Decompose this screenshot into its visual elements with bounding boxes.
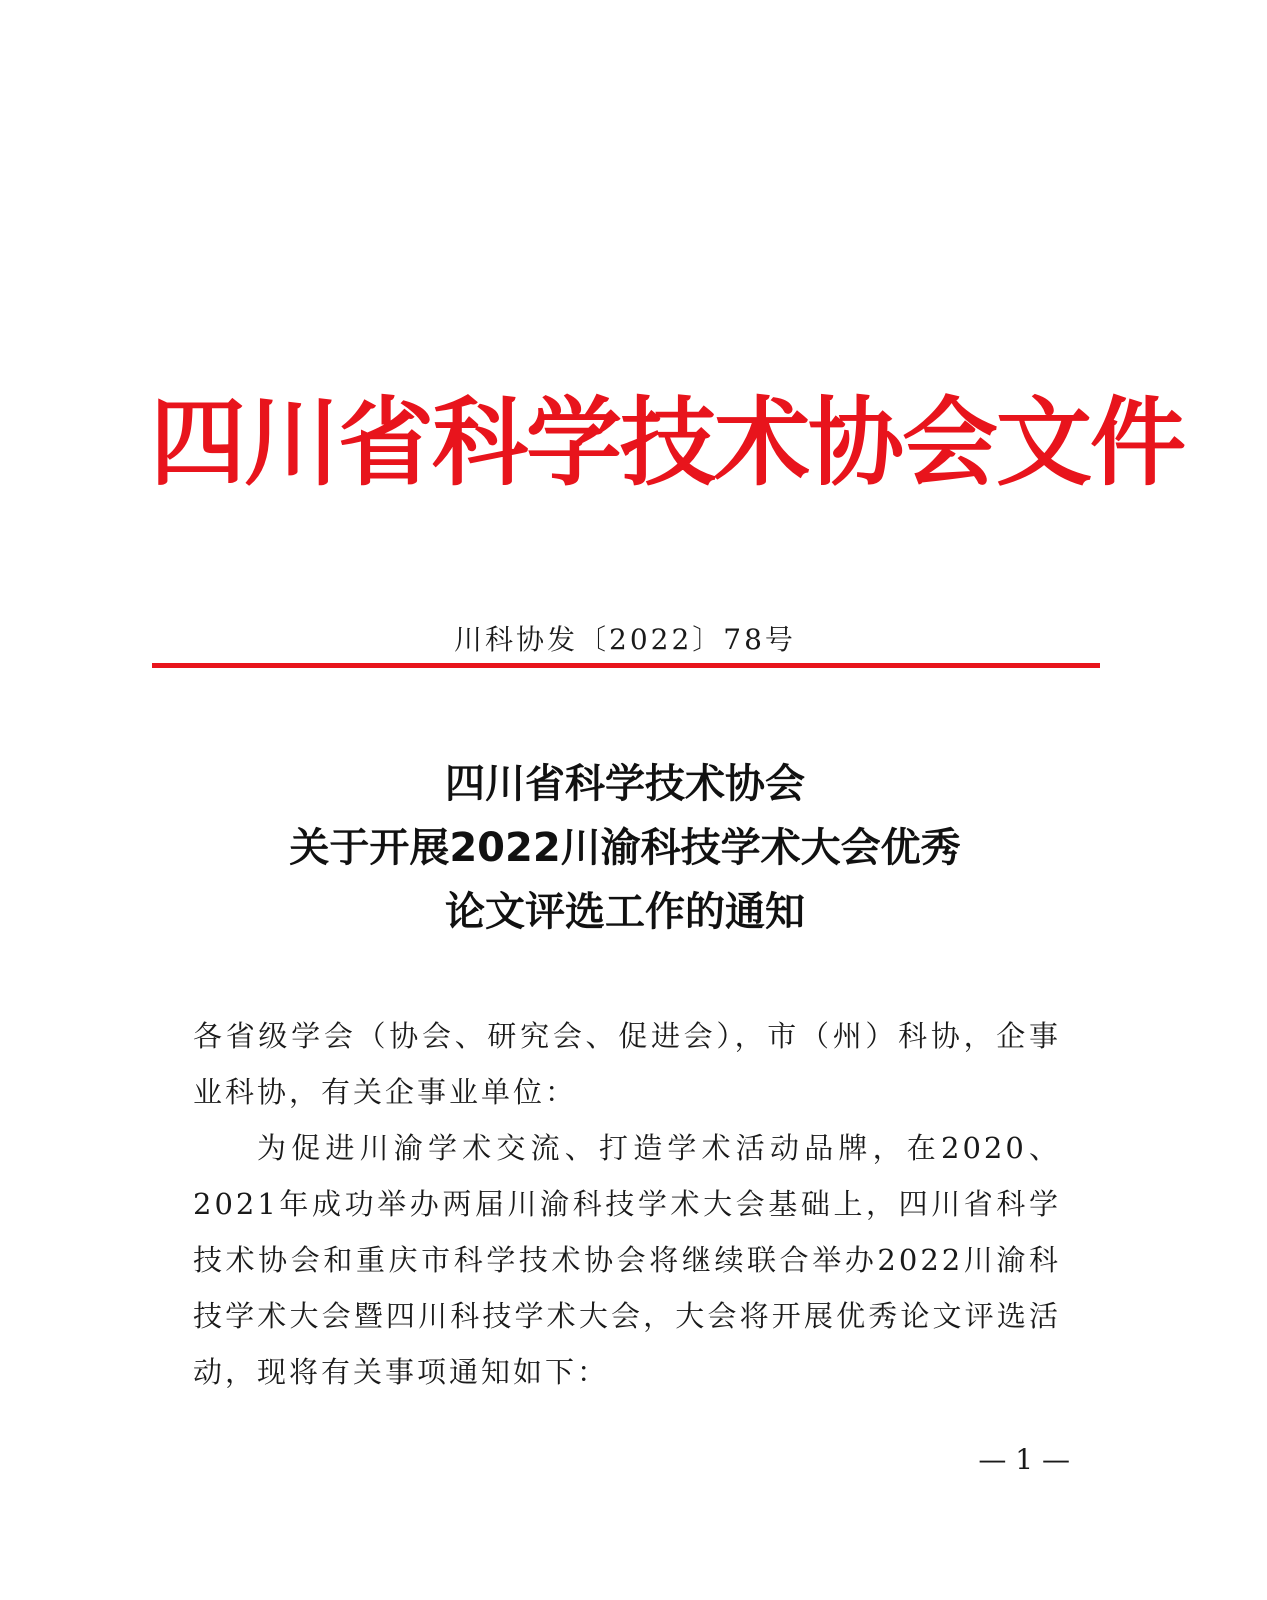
body-paragraph-1: 为促进川渝学术交流、打造学术活动品牌，在2020、2021年成功举办两届川渝科技学术大会基础上，四川省科学技术协会和重庆市科学技术协会将继续联合举办2022川渝科技学术大会暨四川科技学术大会，大会将开展优秀论文评选活动，现将有关事项通知如下：	[193, 1131, 1061, 1389]
red-divider-line	[152, 663, 1100, 668]
masthead-title: 四川省科学技术协会文件	[150, 387, 1184, 499]
title-line-3: 论文评选工作的通知	[445, 889, 805, 935]
notice-title	[150, 752, 1100, 944]
notice-body	[193, 1008, 1061, 1400]
title-line-1: 四川省科学技术协会	[445, 761, 805, 807]
document-number: 川科协发〔2022〕78号	[454, 623, 796, 656]
title-line-2: 关于开展2022川渝科技学术大会优秀	[289, 825, 961, 871]
salutation: 各省级学会（协会、研究会、促进会），市（州）科协，企事业科协，有关企事业单位：	[193, 1019, 1061, 1109]
page-number: — 1 —	[978, 1443, 1070, 1476]
